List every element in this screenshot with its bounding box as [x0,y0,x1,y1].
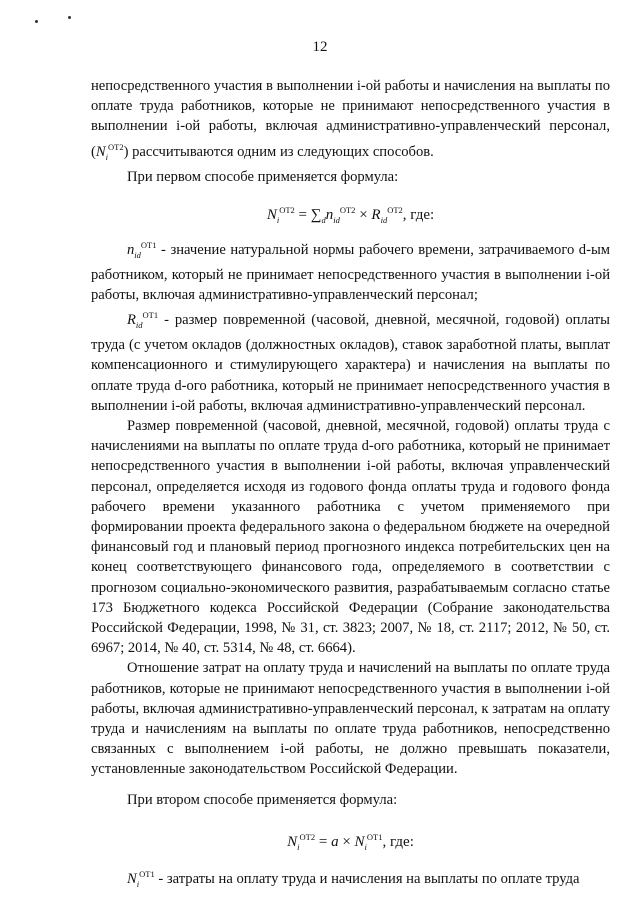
formula-method-2: $N_i^{ОТ2} = a \times N_i^{ОТ1}$, где: [287,831,414,852]
definition-n: $n_{id}^{ОТ1}$ - значение натуральной нормы рабочего времени, затрачиваемого d-ым работником, который не принимает непосредственного участия в выполнении i-ой работы, включая административно-управленческий персонал; [91,239,610,303]
body-text [91,76,610,894]
scan-speck [68,16,71,19]
paragraph-method-2: При втором способе применяется формула: [127,791,398,808]
page-number: 12 [312,39,328,55]
definition-r: $R_{id}^{ОТ1}$ - размер повременной (часовой, дневной, месячной, годовой) оплаты труда (с учетом окладов (должностных окладов), ставок заработной платы, выплат компенсационного и стимулирующего характера) и начисления на выплаты по оплате труда d-ого работника, который не принимает непосредственного участия в выполнении i-ой работы, включая административно-управленческий персонал. [91,310,610,414]
paragraph-wage-size: Размер повременной (часовой, дневной, месячной, годовой) оплаты труда с начислениями на выплаты по оплате труда d-ого работника, который не принимает непосредственного участия в выполнении i-ой работы, включая управленческий персонал, определяется исходя из годового фонда оплаты труда и годового фонда рабочего времени указанного работника с учетом применяемого при формировании проекта федерального закона о федеральном бюджете на очередной финансовый год и плановый период прогнозного индекса потребительских цен на конец соответствующего финансового года, определяемого в соответствии с прогнозом социально-экономического развития, разрабатываемым согласно статье 173 Бюджетного кодекса Российской Федерации (Собрание законодательства Российской Федерации, 1998, № 31, ст. 3823; 2007, № 18, ст. 2117; 2012, № 50, ст. 6967; 2014, № 40, ст. 5314, № 48, ст. 6664). [91,417,610,657]
paragraph-method-1: При первом способе применяется формула: [127,168,399,185]
formula-method-1: $N_i^{ОТ2} = \sum_dn_{id}^{ОТ2} \times R_{id}^{ОТ2}$, где: [266,204,435,225]
scan-speck [35,20,38,23]
definition-n-ot1: $N_i^{ОТ1}$ - затраты на оплату труда и начисления на выплаты по оплате труда [127,868,580,889]
paragraph-ratio: Отношение затрат на оплату труда и начислений на выплаты по оплате труда работников, которые не принимают непосредственного участия в выполнении i-ой работы, включая административно-управленческий персонал, к затратам на оплату труда и начислениям на выплаты по оплате труда работников, непосредственно связанных с выполнением i-ой работы, не должно превышать показатели, установленные законодательством Российской Федерации. [91,660,610,778]
paragraph-intro: непосредственного участия в выполнении i-ой работы и начисления на выплаты по оплате труда работников, которые не принимают непосредственного участия в выполнении i-ой работы, включая административно-управленческий персонал, $(N_i^{ОТ2})$ рассчитываются одним из следующих способов. [91,78,610,162]
